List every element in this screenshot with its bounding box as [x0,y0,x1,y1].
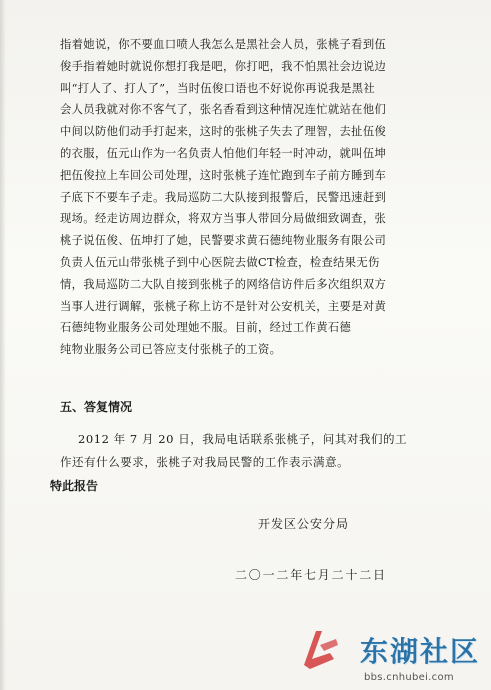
body-line: 的衣服，伍元山作为一名负责人怕他们年轻一时冲动，就叫伍坤 [60,146,387,160]
body-line: 石德纯物业服务公司处理她不服。目前，经过工作黄石德 [60,321,352,335]
body-line: 把伍俊拉上车回公司处理，这时张桃子连忙跑到车子前方睡到车 [60,168,387,182]
closing-phrase: 特此报告 [50,479,99,493]
reply-line: 作还有什么要求，张桃子对我局民警的工作表示满意。 [60,455,350,469]
watermark-url: bbs.cnhubei.com [364,672,454,683]
reply-paragraph [60,428,452,474]
watermark-text: 东湖社区 [360,635,481,668]
issuing-organization: 开发区公安分局 [258,517,350,531]
body-line: 中间以防他们动手打起来，这时的张桃子失去了理智，去扯伍俊 [60,125,387,139]
document-date: 二〇一二年七月二十二日 [235,568,387,582]
body-line: 负责人伍元山带张桃子到中心医院去做CT检查，检查结果无伤 [60,255,380,269]
red-stamp-fragment [300,625,340,671]
report-body [60,34,452,361]
body-line: 指着她说，你不要血口喷人我怎么是黑社会人员，张桃子看到伍 [60,38,387,51]
scan-edge-shadow [0,0,6,690]
body-line: 当事人进行调解，张桃子称上访不是针对公安机关，主要是对黄 [60,299,387,313]
body-line: 叫“打人了、打人了”，当时伍俊口语也不好说你再说我是黑社 [60,81,376,95]
body-line: 桃子说伍俊、伍坤打了她，民警要求黄石德纯物业服务有限公司 [60,234,387,248]
reply-line: 2012 年 7 月 20 日，我局电话联系张桃子，问其对我们的工 [78,432,408,446]
body-line: 会人员我就对你不客气了，张名香看到这种情况连忙就站在他们 [60,103,387,117]
body-line: 现场。经走访周边群众，将双方当事人带回分局做细致调查，张 [60,212,387,226]
section-heading: 五、答复情况 [60,400,133,414]
body-line: 纯物业服务公司已答应支付张桃子的工资。 [60,343,282,357]
forum-watermark [360,635,481,683]
body-line: 俊手指着她时就说你想打我是吧，你打吧，我不怕黑社会边说边 [60,59,387,73]
body-line: 情，我局巡防二大队自接到张桃子的网络信访件后多次组织双方 [60,277,387,291]
body-line: 子底下不要车子走。我局巡防二大队接到报警后，民警迅速赶到 [60,190,387,204]
